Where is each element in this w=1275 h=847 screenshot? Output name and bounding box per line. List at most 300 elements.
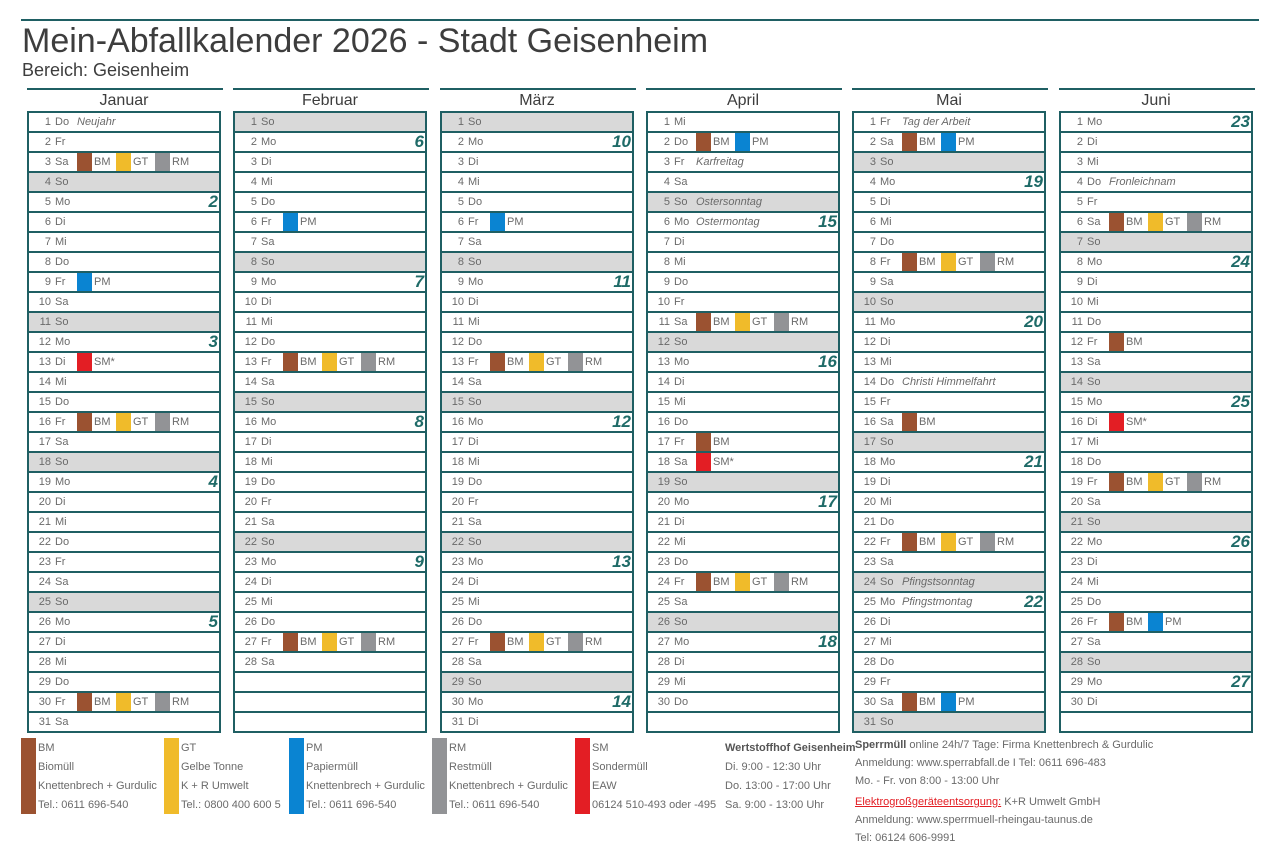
weekday: Sa <box>674 596 688 608</box>
day-row <box>854 293 1044 311</box>
legend-line: Knettenbrech + Gurdulic <box>38 780 157 792</box>
day-row <box>235 653 425 671</box>
day-row <box>648 393 838 411</box>
day-row <box>442 533 632 551</box>
sm-color-swatch <box>696 453 711 471</box>
month-rule <box>440 88 636 90</box>
day-row <box>1061 233 1251 251</box>
weekday: Do <box>1087 456 1102 468</box>
page-title: Mein-Abfallkalender 2026 - Stadt Geisenheim <box>22 22 709 60</box>
pickup-label: PM <box>958 136 975 148</box>
week-number: 11 <box>613 272 631 291</box>
day-row <box>648 553 838 571</box>
pickup-label: RM <box>1204 216 1222 228</box>
bm-color-swatch <box>1109 333 1124 351</box>
pickup-bm <box>902 533 941 551</box>
day-row <box>235 333 425 351</box>
day-number: 4 <box>663 176 670 188</box>
legend-line: 06124 510-493 oder -495 <box>592 799 717 811</box>
pickup-bm <box>696 133 735 151</box>
pickup-label: RM <box>585 356 603 368</box>
weekday: Di <box>468 296 479 308</box>
pickup-label: BM <box>507 636 524 648</box>
weekday: Di <box>468 576 479 588</box>
holiday-label: Karfreitag <box>696 156 744 168</box>
day-number: 7 <box>44 236 51 248</box>
pickup-label: BM <box>713 136 730 148</box>
day-number: 1 <box>250 116 257 128</box>
day-number: 27 <box>244 636 257 648</box>
pickup-tags <box>77 273 116 291</box>
weekday: Do <box>468 476 483 488</box>
day-row <box>442 313 632 331</box>
bm-color-swatch <box>1109 213 1124 231</box>
day-number: 11 <box>39 316 51 328</box>
day-row <box>29 713 219 731</box>
gt-color-swatch <box>941 533 956 551</box>
day-row <box>648 413 838 431</box>
weekday: Di <box>674 376 685 388</box>
day-row <box>235 133 425 151</box>
area-subtitle: Bereich: Geisenheim <box>22 60 190 80</box>
month-grid <box>1059 111 1253 733</box>
day-number: 2 <box>44 136 51 148</box>
day-number: 9 <box>869 276 876 288</box>
day-row <box>648 153 838 171</box>
wertstoffhof-hours-sat: Sa. 9:00 - 13:00 Uhr <box>725 799 825 811</box>
legend-line: RM <box>449 742 467 754</box>
bm-color-swatch <box>490 633 505 651</box>
day-number: 20 <box>244 496 257 508</box>
day-number: 12 <box>863 336 876 348</box>
pickup-rm <box>155 413 194 431</box>
week-number: 10 <box>612 132 631 151</box>
day-number: 1 <box>869 116 876 128</box>
gt-color-bar <box>164 738 179 814</box>
wertstoffhof-hours-tue: Di. 9:00 - 12:30 Uhr <box>725 761 821 773</box>
day-row <box>442 353 632 371</box>
weekday: Do <box>468 616 483 628</box>
day-number: 9 <box>250 276 257 288</box>
rm-color-swatch <box>361 353 376 371</box>
day-number: 25 <box>451 596 464 608</box>
day-number: 19 <box>244 476 257 488</box>
day-number: 28 <box>38 656 51 668</box>
day-number: 19 <box>1070 476 1083 488</box>
pickup-tags <box>490 353 607 371</box>
day-number: 6 <box>663 216 670 228</box>
weekday: Mi <box>468 596 480 608</box>
day-number: 17 <box>244 436 257 448</box>
day-number: 10 <box>244 296 257 308</box>
pickup-label: BM <box>1126 336 1143 348</box>
day-number: 3 <box>663 156 670 168</box>
day-number: 21 <box>657 516 670 528</box>
month-rule <box>27 88 223 90</box>
pickup-label: BM <box>94 696 111 708</box>
bm-color-swatch <box>902 253 917 271</box>
day-row <box>29 393 219 411</box>
weekday: Fr <box>261 496 272 508</box>
pickup-bm <box>902 693 941 711</box>
weekday: Mi <box>674 116 686 128</box>
legend-line: Gelbe Tonne <box>181 761 244 773</box>
weekday: Fr <box>261 216 272 228</box>
day-number: 15 <box>1070 396 1083 408</box>
weekday: Mi <box>1087 576 1099 588</box>
day-number: 21 <box>451 516 464 528</box>
pickup-bm <box>77 693 116 711</box>
weekday: Fr <box>1087 616 1098 628</box>
weekday: Sa <box>674 456 688 468</box>
day-row <box>235 293 425 311</box>
weekday: Mo <box>1087 256 1103 268</box>
legend-line: K + R Umwelt <box>181 780 249 792</box>
day-row <box>442 413 632 431</box>
pickup-tags <box>77 353 116 371</box>
weekday: Sa <box>674 176 688 188</box>
day-row <box>442 133 632 151</box>
day-row <box>1061 333 1251 351</box>
day-number: 4 <box>457 176 464 188</box>
day-number: 28 <box>451 656 464 668</box>
day-row <box>235 213 425 231</box>
day-number: 5 <box>250 196 257 208</box>
day-row <box>235 693 425 711</box>
weekday: Di <box>1087 136 1098 148</box>
weekday: Do <box>674 136 689 148</box>
day-row <box>29 553 219 571</box>
week-number: 26 <box>1231 532 1250 551</box>
weekday: So <box>55 176 69 188</box>
pickup-label: BM <box>94 416 111 428</box>
day-number: 11 <box>1071 316 1083 328</box>
weekday: So <box>1087 236 1101 248</box>
weekday: Di <box>55 216 66 228</box>
month-rule <box>233 88 429 90</box>
day-number: 1 <box>457 116 464 128</box>
weekday: So <box>55 316 69 328</box>
day-number: 12 <box>1070 336 1083 348</box>
month-3 <box>646 88 840 733</box>
day-row <box>29 573 219 591</box>
bm-color-swatch <box>77 693 92 711</box>
pickup-label: BM <box>300 636 317 648</box>
pickup-rm <box>980 253 1019 271</box>
weekday: Mi <box>674 676 686 688</box>
weekday: Fr <box>1087 196 1098 208</box>
bm-color-bar <box>21 738 36 814</box>
week-number: 3 <box>208 332 218 351</box>
weekday: Sa <box>674 316 688 328</box>
weekday: Sa <box>261 376 275 388</box>
pickup-pm <box>283 213 322 231</box>
gt-color-swatch <box>322 353 337 371</box>
weekday: Do <box>880 376 895 388</box>
month-4 <box>852 88 1046 733</box>
day-number: 5 <box>869 196 876 208</box>
day-number: 13 <box>863 356 876 368</box>
day-row <box>648 653 838 671</box>
day-number: 18 <box>451 456 464 468</box>
pickup-label: BM <box>1126 616 1143 628</box>
day-number: 26 <box>1070 616 1083 628</box>
day-number: 8 <box>1076 256 1083 268</box>
gt-color-swatch <box>1148 473 1163 491</box>
pickup-label: PM <box>300 216 317 228</box>
pickup-label: BM <box>94 156 111 168</box>
day-number: 26 <box>244 616 257 628</box>
pickup-label: GT <box>339 636 355 648</box>
bm-color-swatch <box>902 133 917 151</box>
bm-color-swatch <box>696 313 711 331</box>
weekday: Sa <box>468 516 482 528</box>
day-number: 26 <box>657 616 670 628</box>
gt-color-swatch <box>116 693 131 711</box>
elektro-registration: Anmeldung: www.sperrmuell-rheingau-taunus.de <box>855 814 1093 826</box>
sm-color-bar <box>575 738 590 814</box>
day-row <box>1061 453 1251 471</box>
pickup-gt <box>322 353 361 371</box>
weekday: Do <box>55 396 70 408</box>
month-2 <box>440 88 634 733</box>
holiday-label: Christi Himmelfahrt <box>902 376 996 388</box>
pickup-tags <box>902 413 941 431</box>
legend-line: BM <box>38 742 55 754</box>
weekday: Mo <box>1087 116 1103 128</box>
gt-color-swatch <box>735 573 750 591</box>
pickup-label: GT <box>958 256 974 268</box>
day-number: 19 <box>863 476 876 488</box>
gt-color-swatch <box>1148 213 1163 231</box>
day-number: 27 <box>451 636 464 648</box>
weekday: So <box>880 296 894 308</box>
day-row <box>648 673 838 691</box>
day-number: 22 <box>863 536 876 548</box>
day-number: 30 <box>863 696 876 708</box>
day-row <box>854 433 1044 451</box>
day-number: 20 <box>863 496 876 508</box>
pickup-gt <box>941 533 980 551</box>
day-row <box>442 433 632 451</box>
pickup-label: BM <box>713 436 730 448</box>
day-row <box>648 453 838 471</box>
weekday: Sa <box>880 276 894 288</box>
day-row <box>29 153 219 171</box>
weekday: Fr <box>55 416 66 428</box>
day-number: 2 <box>1076 136 1083 148</box>
day-row <box>648 333 838 351</box>
weekday: Sa <box>55 716 69 728</box>
pickup-rm <box>155 153 194 171</box>
weekday: So <box>674 336 688 348</box>
weekday: So <box>880 156 894 168</box>
weekday: Di <box>1087 696 1098 708</box>
weekday: Fr <box>674 576 685 588</box>
day-row <box>442 473 632 491</box>
day-row <box>648 533 838 551</box>
pickup-label: RM <box>791 576 809 588</box>
pickup-label: BM <box>919 416 936 428</box>
pickup-gt <box>941 253 980 271</box>
day-number: 18 <box>38 456 51 468</box>
weekday: Do <box>55 256 70 268</box>
weekday: Di <box>674 236 685 248</box>
day-number: 10 <box>451 296 464 308</box>
weekday: Mi <box>880 216 892 228</box>
day-row <box>442 113 632 131</box>
day-row <box>235 713 425 731</box>
pickup-gt <box>116 413 155 431</box>
day-number: 9 <box>663 276 670 288</box>
month-grid <box>646 111 840 733</box>
weekday: Do <box>261 616 276 628</box>
day-row <box>235 313 425 331</box>
day-row <box>442 173 632 191</box>
day-row <box>854 533 1044 551</box>
pickup-label: PM <box>752 136 769 148</box>
day-number: 10 <box>38 296 51 308</box>
weekday: Mi <box>55 236 67 248</box>
weekday: Di <box>468 436 479 448</box>
day-row <box>1061 213 1251 231</box>
day-number: 3 <box>44 156 51 168</box>
pickup-bm <box>696 433 735 451</box>
month-grid <box>852 111 1046 733</box>
weekday: Mo <box>880 456 896 468</box>
weekday: So <box>1087 656 1101 668</box>
sperrmuell-hours: Mo. - Fr. von 8:00 - 13:00 Uhr <box>855 775 1000 787</box>
pm-color-bar <box>289 738 304 814</box>
weekday: Di <box>880 616 891 628</box>
day-number: 30 <box>38 696 51 708</box>
weekday: Mi <box>880 356 892 368</box>
pickup-label: GT <box>546 636 562 648</box>
pickup-sm <box>1109 413 1148 431</box>
day-row <box>648 613 838 631</box>
weekday: Do <box>1087 176 1102 188</box>
pickup-tags <box>696 573 813 591</box>
weekday: Do <box>261 336 276 348</box>
day-row <box>442 233 632 251</box>
day-number: 24 <box>863 576 876 588</box>
weekday: So <box>1087 376 1101 388</box>
weekday: Di <box>261 296 272 308</box>
day-row <box>235 513 425 531</box>
day-number: 14 <box>244 376 257 388</box>
pm-color-swatch <box>77 273 92 291</box>
day-row <box>854 453 1044 471</box>
day-number: 7 <box>457 236 464 248</box>
bm-color-swatch <box>77 153 92 171</box>
day-row <box>1061 153 1251 171</box>
pickup-label: BM <box>507 356 524 368</box>
day-number: 22 <box>1070 536 1083 548</box>
day-row <box>648 253 838 271</box>
pickup-label: SM* <box>1126 416 1147 428</box>
pickup-rm <box>774 313 813 331</box>
pm-color-swatch <box>490 213 505 231</box>
day-row <box>442 333 632 351</box>
day-row <box>442 713 632 731</box>
day-row <box>1061 433 1251 451</box>
rm-color-swatch <box>1187 473 1202 491</box>
day-row <box>29 613 219 631</box>
day-number: 21 <box>863 516 876 528</box>
day-row <box>442 633 632 651</box>
pickup-tags <box>77 413 194 431</box>
weekday: Di <box>261 436 272 448</box>
week-number: 9 <box>414 552 424 571</box>
week-number: 23 <box>1231 112 1250 131</box>
day-row <box>854 353 1044 371</box>
day-number: 27 <box>863 636 876 648</box>
bm-color-swatch <box>902 413 917 431</box>
weekday: Mo <box>674 636 690 648</box>
pm-color-swatch <box>941 693 956 711</box>
day-row <box>29 633 219 651</box>
weekday: Do <box>55 116 70 128</box>
day-number: 12 <box>244 336 257 348</box>
pickup-label: GT <box>339 356 355 368</box>
day-row <box>29 533 219 551</box>
day-row <box>854 693 1044 711</box>
day-row <box>235 553 425 571</box>
week-number: 8 <box>414 412 424 431</box>
sm-color-swatch <box>1109 413 1124 431</box>
day-row <box>1061 493 1251 511</box>
pickup-label: SM* <box>94 356 115 368</box>
day-row <box>648 133 838 151</box>
pickup-pm <box>735 133 774 151</box>
pickup-rm <box>980 533 1019 551</box>
day-number: 27 <box>657 636 670 648</box>
day-number: 29 <box>1070 676 1083 688</box>
legend-line: EAW <box>592 780 617 792</box>
weekday: Mo <box>468 136 484 148</box>
month-rule <box>646 88 842 90</box>
weekday: Mi <box>674 536 686 548</box>
pickup-label: RM <box>1204 476 1222 488</box>
pickup-bm <box>1109 213 1148 231</box>
pickup-gt <box>735 313 774 331</box>
elektro-link[interactable]: Elektrogroßgeräteentsorgung: <box>855 796 1002 808</box>
day-number: 15 <box>451 396 464 408</box>
day-number: 13 <box>657 356 670 368</box>
day-number: 10 <box>863 296 876 308</box>
month-rule <box>1059 88 1255 90</box>
day-row <box>29 373 219 391</box>
weekday: Di <box>880 476 891 488</box>
day-number: 25 <box>863 596 876 608</box>
pickup-rm <box>155 693 194 711</box>
day-row <box>1061 253 1251 271</box>
week-number: 12 <box>612 412 631 431</box>
weekday: Di <box>55 356 66 368</box>
pickup-pm <box>77 273 116 291</box>
weekday: Mo <box>261 416 277 428</box>
day-row <box>648 573 838 591</box>
weekday: Do <box>468 336 483 348</box>
day-number: 29 <box>38 676 51 688</box>
day-row <box>235 453 425 471</box>
pickup-bm <box>1109 333 1148 351</box>
holiday-label: Ostermontag <box>696 216 760 228</box>
day-number: 23 <box>657 556 670 568</box>
pm-color-swatch <box>735 133 750 151</box>
day-row <box>648 193 838 211</box>
legend-line: Sondermüll <box>592 761 648 773</box>
